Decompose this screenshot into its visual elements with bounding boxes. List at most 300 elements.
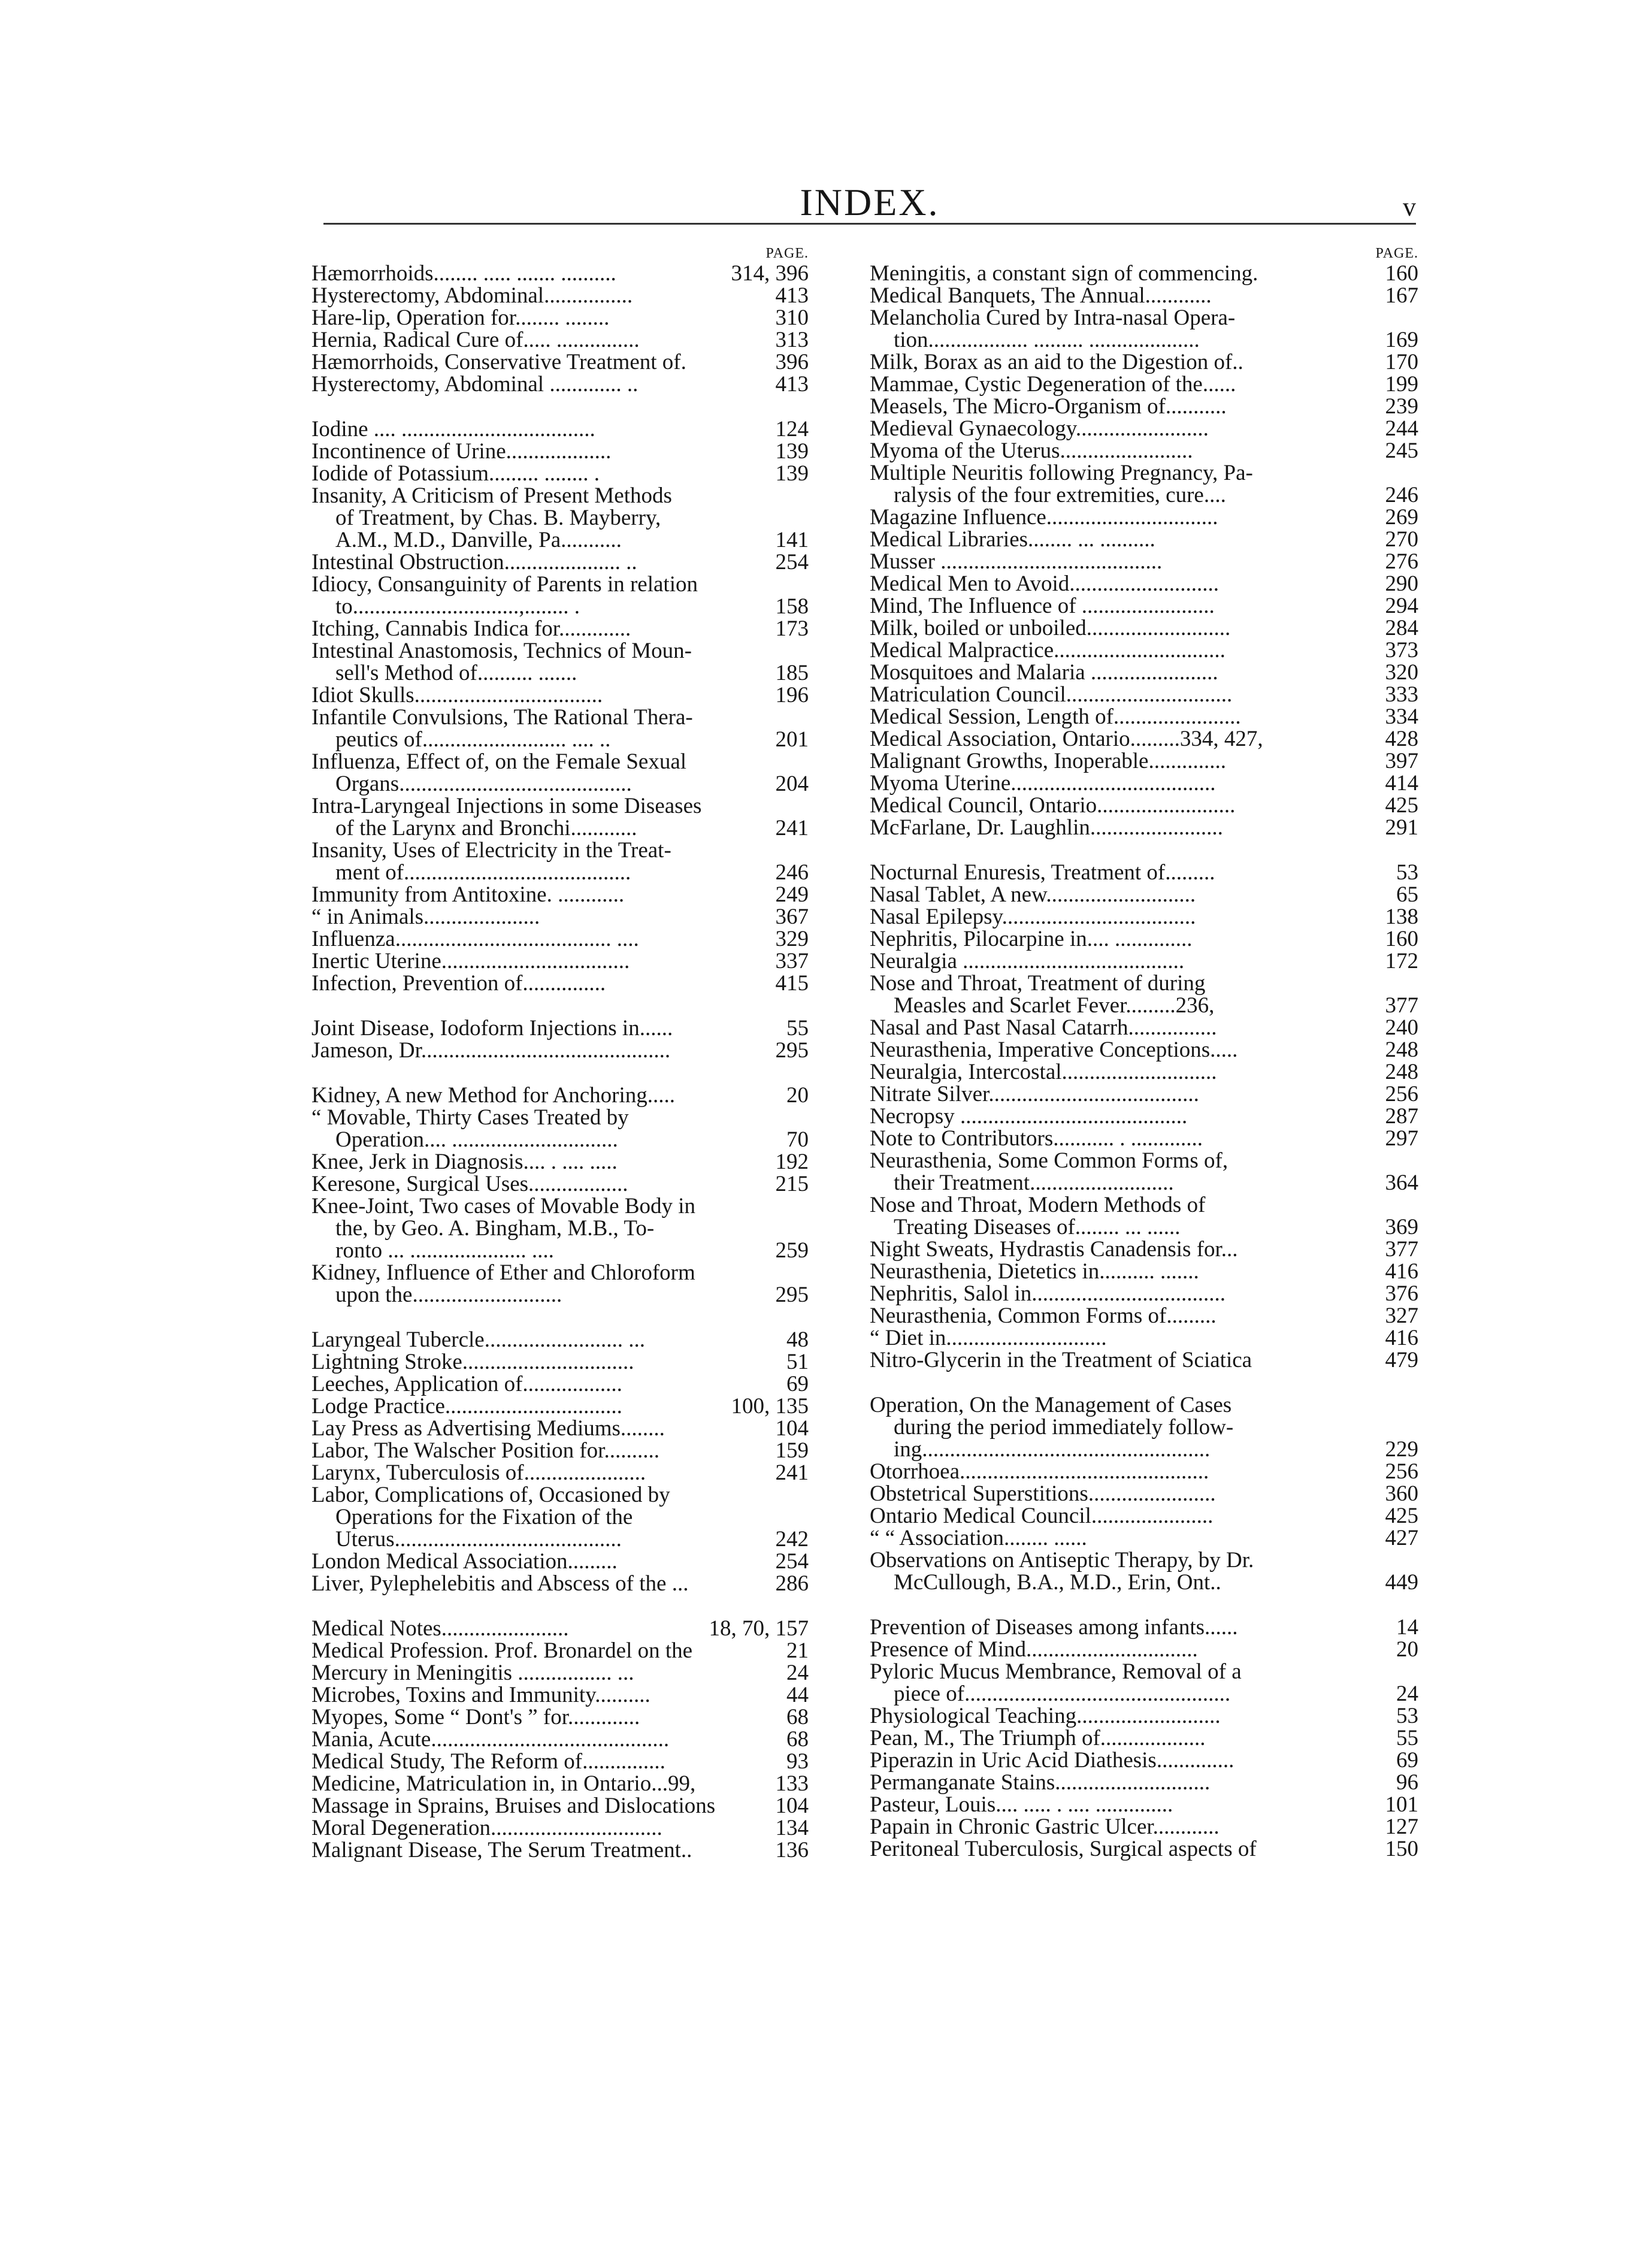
index-group bbox=[311, 1084, 809, 1306]
entry-page: 241 bbox=[775, 1460, 809, 1485]
entry-page: 141 bbox=[775, 528, 809, 552]
entry-text: Lodge Practice................................ bbox=[311, 1394, 622, 1419]
group-gap bbox=[311, 1595, 809, 1617]
entry-page: 254 bbox=[775, 1549, 809, 1574]
index-entry bbox=[311, 1440, 809, 1462]
entry-text: Knee, Jerk in Diagnosis.... . .... ..... bbox=[311, 1150, 618, 1174]
entry-page: 242 bbox=[775, 1527, 809, 1552]
index-entry bbox=[870, 950, 1418, 972]
entry-text: Neuralgia, Intercostal............................ bbox=[870, 1060, 1217, 1084]
index-entry bbox=[870, 794, 1418, 817]
entry-text: Idiocy, Consanguinity of Parents in relation bbox=[311, 572, 698, 597]
entry-text-cont: peutics of.......................... .... .. bbox=[335, 727, 611, 752]
index-group bbox=[311, 1329, 809, 1595]
entry-page: 425 bbox=[1385, 1504, 1418, 1528]
index-entry bbox=[870, 1083, 1418, 1105]
entry-page: 239 bbox=[1385, 394, 1418, 419]
index-entry bbox=[870, 1017, 1418, 1039]
index-entry bbox=[311, 1550, 809, 1573]
index-entry bbox=[311, 329, 809, 351]
entry-text: Inertic Uterine.................................. bbox=[311, 949, 630, 973]
entry-text-cont: to..............................,........ . bbox=[335, 594, 580, 619]
entry-page: 160 bbox=[1385, 261, 1418, 286]
entry-page: 376 bbox=[1385, 1281, 1418, 1306]
index-entry bbox=[311, 373, 809, 395]
index-entry bbox=[870, 706, 1418, 728]
entry-page: 229 bbox=[1385, 1437, 1418, 1462]
entry-text-cont: piece of................................................ bbox=[894, 1682, 1231, 1706]
entry-text: Nose and Throat, Modern Methods of bbox=[870, 1193, 1206, 1217]
index-entry bbox=[311, 1839, 809, 1861]
entry-page: 377 bbox=[1385, 1237, 1418, 1262]
index-entry bbox=[311, 1151, 809, 1173]
entry-page: 160 bbox=[1385, 927, 1418, 951]
entry-page: 69 bbox=[786, 1372, 809, 1396]
index-entry bbox=[870, 728, 1418, 750]
entry-page: 172 bbox=[1385, 949, 1418, 973]
entry-text-cont: sell's Method of.......... ....... bbox=[335, 661, 577, 685]
index-entry bbox=[870, 861, 1418, 884]
index-entry bbox=[311, 551, 809, 573]
index-entry bbox=[311, 684, 809, 706]
entry-page: 295 bbox=[775, 1283, 809, 1307]
entry-text: Leeches, Application of.................. bbox=[311, 1372, 622, 1396]
entry-page: 259 bbox=[775, 1238, 809, 1263]
entry-text: Incontinence of Urine................... bbox=[311, 439, 612, 464]
index-entry bbox=[870, 639, 1418, 661]
entry-text: Milk, Borax as an aid to the Digestion of.. bbox=[870, 350, 1243, 374]
entry-page: 68 bbox=[786, 1727, 809, 1752]
entry-text-cont: Uterus......................................... bbox=[335, 1527, 622, 1552]
index-entry bbox=[311, 351, 809, 373]
index-entry bbox=[870, 506, 1418, 528]
entry-text: Nephritis, Salol in................................... bbox=[870, 1281, 1226, 1306]
entry-page: 158 bbox=[775, 594, 809, 619]
entry-text: Night Sweats, Hydrastis Canadensis for... bbox=[870, 1237, 1238, 1262]
group-gap bbox=[870, 1593, 1418, 1616]
entry-text: Neurasthenia, Common Forms of......... bbox=[870, 1304, 1217, 1328]
index-entry bbox=[311, 307, 809, 329]
entry-text: Insanity, A Criticism of Present Methods bbox=[311, 483, 672, 508]
entry-text: Iodide of Potassium......... ........ . bbox=[311, 461, 600, 486]
entry-page: 327 bbox=[1385, 1304, 1418, 1328]
entry-page: 55 bbox=[786, 1016, 809, 1041]
entry-text: Medical Profession. Prof. Bronardel on the bbox=[311, 1638, 693, 1663]
entry-text-cont: Measles and Scarlet Fever.........236, bbox=[894, 993, 1215, 1018]
group-gap bbox=[870, 839, 1418, 861]
page-column-label: PAGE. bbox=[765, 246, 809, 261]
index-entry bbox=[870, 285, 1418, 307]
entry-text: Microbes, Toxins and Immunity.......... bbox=[311, 1683, 650, 1707]
index-entry bbox=[311, 462, 809, 485]
entry-text: Moral Degeneration............................... bbox=[311, 1816, 662, 1840]
index-entry bbox=[311, 418, 809, 440]
index-entry bbox=[870, 1527, 1418, 1549]
entry-text: Hare-lip, Operation for........ ........ bbox=[311, 306, 610, 330]
entry-page: 101 bbox=[1385, 1792, 1418, 1817]
entry-text-cont: their Treatment.......................... bbox=[894, 1171, 1174, 1195]
index-entry bbox=[870, 884, 1418, 906]
entry-text-cont: Operations for the Fixation of the bbox=[335, 1505, 633, 1529]
index-entry bbox=[870, 262, 1418, 285]
entry-page: 427 bbox=[1385, 1526, 1418, 1550]
entry-page: 479 bbox=[1385, 1348, 1418, 1372]
index-entry bbox=[870, 1194, 1418, 1238]
index-group bbox=[870, 1616, 1418, 1860]
entry-text: Medical Banquets, The Annual............ bbox=[870, 283, 1212, 308]
index-entry bbox=[311, 1706, 809, 1728]
entry-page: 159 bbox=[775, 1438, 809, 1463]
entry-page: 93 bbox=[786, 1749, 809, 1774]
index-entry bbox=[311, 1106, 809, 1151]
entry-text: “ Movable, Thirty Cases Treated by bbox=[311, 1105, 629, 1130]
index-entry bbox=[311, 1617, 809, 1640]
entry-text-cont: upon the........................... bbox=[335, 1283, 562, 1307]
index-entry bbox=[311, 1195, 809, 1262]
entry-page: 245 bbox=[1385, 439, 1418, 463]
index-entry bbox=[311, 1373, 809, 1395]
entry-text: Liver, Pylephelebitis and Abscess of the ... bbox=[311, 1571, 689, 1596]
entry-page: 215 bbox=[775, 1172, 809, 1196]
index-entry bbox=[870, 528, 1418, 551]
index-entry bbox=[870, 906, 1418, 928]
entry-text: Iodine .... ................................... bbox=[311, 417, 595, 441]
index-entry bbox=[870, 1771, 1418, 1794]
index-entry bbox=[311, 618, 809, 640]
index-entry bbox=[311, 1039, 809, 1062]
entry-page: 286 bbox=[775, 1571, 809, 1596]
entry-page: 269 bbox=[1385, 505, 1418, 530]
entry-page: 449 bbox=[1385, 1570, 1418, 1595]
entry-page: 170 bbox=[1385, 350, 1418, 374]
index-entry bbox=[870, 817, 1418, 839]
entry-text: Physiological Teaching.......................... bbox=[870, 1704, 1221, 1728]
entry-page: 413 bbox=[775, 283, 809, 308]
index-entry bbox=[870, 1794, 1418, 1816]
entry-text: Musser ........................................ bbox=[870, 549, 1163, 574]
entry-text: Massage in Sprains, Bruises and Dislocations bbox=[311, 1794, 716, 1818]
index-entry bbox=[870, 307, 1418, 351]
index-entry bbox=[870, 684, 1418, 706]
index-entry bbox=[311, 285, 809, 307]
entry-page: 369 bbox=[1385, 1215, 1418, 1239]
index-entry bbox=[870, 772, 1418, 794]
index-entry bbox=[870, 373, 1418, 395]
index-entry bbox=[870, 928, 1418, 950]
entry-text: Observations on Antiseptic Therapy, by Dr. bbox=[870, 1548, 1254, 1573]
entry-text: Myopes, Some “ Dont's ” for............. bbox=[311, 1705, 640, 1729]
entry-text: Larynx, Tuberculosis of...................... bbox=[311, 1460, 646, 1485]
index-entry bbox=[311, 1640, 809, 1662]
entry-page: 329 bbox=[775, 927, 809, 951]
entry-text: Malignant Growths, Inoperable.............. bbox=[870, 749, 1226, 773]
entry-text: Magazine Influence............................... bbox=[870, 505, 1218, 530]
entry-page: 310 bbox=[775, 306, 809, 330]
header-rule bbox=[323, 223, 1416, 225]
entry-text: Medical Malpractice............................... bbox=[870, 638, 1226, 663]
entry-text: Influenza....................................... .... bbox=[311, 927, 639, 951]
entry-text: Medical Council, Ontario......................... bbox=[870, 793, 1236, 818]
entry-text: Hysterectomy, Abdominal ............. .. bbox=[311, 372, 639, 397]
entry-page: 240 bbox=[1385, 1015, 1418, 1040]
index-entry bbox=[311, 440, 809, 462]
index-entry bbox=[311, 1173, 809, 1195]
entry-page: 139 bbox=[775, 461, 809, 486]
entry-text: Immunity from Antitoxine. ............ bbox=[311, 882, 625, 907]
entry-page: 416 bbox=[1385, 1259, 1418, 1284]
index-group bbox=[311, 1617, 809, 1861]
index-column-right bbox=[870, 244, 1418, 1860]
entry-page: 396 bbox=[775, 350, 809, 374]
entry-text: Lay Press as Advertising Mediums........ bbox=[311, 1416, 665, 1441]
index-entry bbox=[870, 1283, 1418, 1305]
entry-text: Medical Libraries........ ... .......... bbox=[870, 527, 1155, 552]
index-entry bbox=[870, 1727, 1418, 1749]
index-entry bbox=[311, 1773, 809, 1795]
entry-text: Mercury in Meningitis ................. ... bbox=[311, 1661, 634, 1685]
index-entry bbox=[311, 1084, 809, 1106]
entry-text: Medical Study, The Reform of............... bbox=[311, 1749, 665, 1774]
index-entry bbox=[311, 1684, 809, 1706]
entry-page: 249 bbox=[775, 882, 809, 907]
index-entry bbox=[311, 573, 809, 618]
entry-text: Intra-Laryngeal Injections in some Diseases bbox=[311, 794, 702, 818]
page-folio: v bbox=[1403, 192, 1416, 222]
entry-text: Infection, Prevention of............... bbox=[311, 971, 606, 996]
entry-text-cont: Organs.......................................... bbox=[335, 772, 632, 796]
entry-page: 290 bbox=[1385, 571, 1418, 596]
entry-text: Infantile Convulsions, The Rational Thera- bbox=[311, 705, 693, 730]
entry-text: “ in Animals..................... bbox=[311, 905, 540, 929]
entry-text-cont: ment of......................................... bbox=[335, 860, 631, 885]
index-entry bbox=[311, 1462, 809, 1484]
entry-page: 291 bbox=[1385, 815, 1418, 840]
entry-page: 185 bbox=[775, 661, 809, 685]
index-entry bbox=[311, 795, 809, 839]
index-entry bbox=[870, 1549, 1418, 1593]
entry-text: Itching, Cannabis Indica for............. bbox=[311, 616, 631, 641]
entry-text: Jameson, Dr............................................. bbox=[311, 1038, 671, 1063]
entry-text: Medical Men to Avoid........................... bbox=[870, 571, 1220, 596]
index-entry bbox=[870, 1150, 1418, 1194]
entry-page: 244 bbox=[1385, 416, 1418, 441]
index-entry bbox=[870, 1816, 1418, 1838]
entry-text-cont: ronto ... ..................... .... bbox=[335, 1238, 554, 1263]
entry-page: 134 bbox=[775, 1816, 809, 1840]
entry-page: 100, 135 bbox=[731, 1394, 809, 1419]
entry-text: Pasteur, Louis.... ..... . .... .............. bbox=[870, 1792, 1173, 1817]
page-title: INDEX. bbox=[800, 181, 940, 223]
index-entry bbox=[870, 440, 1418, 462]
entry-page: 373 bbox=[1385, 638, 1418, 663]
entry-page: 24 bbox=[786, 1661, 809, 1685]
entry-text: Nasal and Past Nasal Catarrh................ bbox=[870, 1015, 1217, 1040]
index-entry bbox=[311, 1484, 809, 1550]
entry-text: Hæmorrhoids, Conservative Treatment of. bbox=[311, 350, 686, 374]
entry-text: Permanganate Stains............................ bbox=[870, 1770, 1211, 1795]
group-gap bbox=[311, 1306, 809, 1329]
index-groups-right bbox=[870, 262, 1418, 1860]
index-entry bbox=[311, 972, 809, 994]
entry-page: 201 bbox=[775, 727, 809, 752]
entry-text: Lightning Stroke............................... bbox=[311, 1350, 634, 1374]
entry-text: Peritoneal Tuberculosis, Surgical aspects of bbox=[870, 1837, 1257, 1861]
entry-page: 204 bbox=[775, 772, 809, 796]
index-entry bbox=[311, 1417, 809, 1440]
entry-text: Mind, The Influence of ........................ bbox=[870, 594, 1215, 618]
entry-page: 246 bbox=[775, 860, 809, 885]
entry-page: 287 bbox=[1385, 1104, 1418, 1129]
index-entry bbox=[870, 1638, 1418, 1661]
index-entry bbox=[870, 1260, 1418, 1283]
entry-page: 416 bbox=[1385, 1326, 1418, 1350]
entry-text: Nitro-Glycerin in the Treatment of Sciatica bbox=[870, 1348, 1252, 1372]
entry-text: Labor, The Walscher Position for.......... bbox=[311, 1438, 659, 1463]
entry-page: 18, 70, 157 bbox=[709, 1616, 809, 1641]
entry-text: Nasal Epilepsy................................... bbox=[870, 905, 1196, 929]
entry-text: Medical Session, Length of....................... bbox=[870, 704, 1241, 729]
entry-page: 20 bbox=[786, 1083, 809, 1108]
entry-text: Kidney, A new Method for Anchoring..... bbox=[311, 1083, 675, 1108]
index-entry bbox=[870, 1039, 1418, 1061]
index-group bbox=[311, 1017, 809, 1062]
index-entry bbox=[311, 906, 809, 928]
entry-text: Papain in Chronic Gastric Ulcer............ bbox=[870, 1815, 1220, 1839]
entry-page: 136 bbox=[775, 1838, 809, 1862]
entry-page: 295 bbox=[775, 1038, 809, 1063]
entry-page: 69 bbox=[1396, 1748, 1418, 1773]
entry-page: 139 bbox=[775, 439, 809, 464]
entry-text: Matriculation Council.............................. bbox=[870, 682, 1233, 707]
entry-page: 256 bbox=[1385, 1459, 1418, 1484]
entry-text: Intestinal Obstruction..................... .. bbox=[311, 550, 637, 574]
index-entry bbox=[311, 1329, 809, 1351]
entry-page: 314, 396 bbox=[731, 261, 809, 286]
entry-text: Intestinal Anastomosis, Technics of Moun- bbox=[311, 639, 692, 663]
entry-page: 51 bbox=[786, 1350, 809, 1374]
entry-page: 367 bbox=[775, 905, 809, 929]
entry-text: Operation, On the Management of Cases bbox=[870, 1393, 1232, 1417]
index-entry bbox=[870, 750, 1418, 772]
entry-text-cont: the, by Geo. A. Bingham, M.B., To- bbox=[335, 1216, 655, 1241]
entry-text: McFarlane, Dr. Laughlin........................ bbox=[870, 815, 1223, 840]
entry-page: 241 bbox=[775, 816, 809, 840]
index-entry bbox=[870, 1616, 1418, 1638]
entry-text: Pyloric Mucus Membrance, Removal of a bbox=[870, 1659, 1242, 1684]
entry-page: 21 bbox=[786, 1638, 809, 1663]
index-entry bbox=[311, 751, 809, 795]
entry-page: 413 bbox=[775, 372, 809, 397]
entry-page: 320 bbox=[1385, 660, 1418, 685]
entry-page: 425 bbox=[1385, 793, 1418, 818]
entry-text: Pean, M., The Triumph of................... bbox=[870, 1726, 1206, 1750]
index-entry bbox=[870, 395, 1418, 418]
page-column-label: PAGE. bbox=[1375, 246, 1418, 261]
index-entry bbox=[311, 884, 809, 906]
entry-text: Milk, boiled or unboiled.......................... bbox=[870, 616, 1231, 640]
index-group bbox=[311, 418, 809, 994]
index-entry bbox=[870, 551, 1418, 573]
entry-page: 104 bbox=[775, 1794, 809, 1818]
entry-page: 294 bbox=[1385, 594, 1418, 618]
entry-text: Necropsy ......................................... bbox=[870, 1104, 1188, 1129]
entry-text: Insanity, Uses of Electricity in the Treat- bbox=[311, 838, 671, 863]
entry-page: 360 bbox=[1385, 1481, 1418, 1506]
entry-page: 248 bbox=[1385, 1038, 1418, 1062]
index-entry bbox=[870, 1349, 1418, 1371]
entry-text: Prevention of Diseases among infants...... bbox=[870, 1615, 1238, 1640]
entry-text: Labor, Complications of, Occasioned by bbox=[311, 1483, 670, 1507]
entry-text: Keresone, Surgical Uses.................. bbox=[311, 1172, 628, 1196]
entry-text-cont: McCullough, B.A., M.D., Erin, Ont.. bbox=[894, 1570, 1221, 1595]
entry-page: 70 bbox=[786, 1127, 809, 1152]
entry-text-cont: tion.................. ......... .................... bbox=[894, 328, 1200, 352]
entry-page: 124 bbox=[775, 417, 809, 441]
entry-text: Myoma Uterine..................................... bbox=[870, 771, 1216, 796]
entry-text: Melancholia Cured by Intra-nasal Opera- bbox=[870, 306, 1236, 330]
entry-text: Mosquitoes and Malaria ....................... bbox=[870, 660, 1218, 685]
entry-text: London Medical Association......... bbox=[311, 1549, 618, 1574]
index-entry bbox=[870, 1394, 1418, 1460]
entry-text: Malignant Disease, The Serum Treatment.. bbox=[311, 1838, 692, 1862]
entry-text-cont: ing.................................................... bbox=[894, 1437, 1211, 1462]
entry-text: Neurasthenia, Dietetics in.......... ....... bbox=[870, 1259, 1199, 1284]
index-entry bbox=[311, 1817, 809, 1839]
entry-page: 138 bbox=[1385, 905, 1418, 929]
entry-page: 44 bbox=[786, 1683, 809, 1707]
index-entry bbox=[870, 1483, 1418, 1505]
entry-text-cont: A.M., M.D., Danville, Pa........... bbox=[335, 528, 622, 552]
group-gap bbox=[311, 1062, 809, 1084]
entry-text: Medical Association, Ontario.........334, 427, bbox=[870, 727, 1263, 751]
entry-page: 397 bbox=[1385, 749, 1418, 773]
entry-page: 150 bbox=[1385, 1837, 1418, 1861]
index-entry bbox=[870, 1238, 1418, 1260]
entry-text: “ “ Association........ ...... bbox=[870, 1526, 1087, 1550]
entry-text: Measels, The Micro-Organism of........... bbox=[870, 394, 1227, 419]
index-entry bbox=[311, 928, 809, 950]
entry-text-cont: Operation.... .............................. bbox=[335, 1127, 618, 1152]
entry-page: 415 bbox=[775, 971, 809, 996]
entry-page: 248 bbox=[1385, 1060, 1418, 1084]
entry-text: Meningitis, a constant sign of commencing. bbox=[870, 261, 1258, 286]
entry-text: Neurasthenia, Some Common Forms of, bbox=[870, 1148, 1228, 1173]
entry-text: Mammae, Cystic Degeneration of the...... bbox=[870, 372, 1236, 397]
index-entry bbox=[311, 706, 809, 751]
index-entry bbox=[311, 1262, 809, 1306]
group-gap bbox=[311, 994, 809, 1017]
entry-page: 167 bbox=[1385, 283, 1418, 308]
entry-page: 337 bbox=[775, 949, 809, 973]
entry-text: Nose and Throat, Treatment of during bbox=[870, 971, 1206, 996]
entry-text-cont: ralysis of the four extremities, cure.... bbox=[894, 483, 1226, 507]
entry-page: 169 bbox=[1385, 328, 1418, 352]
index-entry bbox=[311, 1351, 809, 1373]
entry-page: 334 bbox=[1385, 704, 1418, 729]
entry-page: 20 bbox=[1396, 1637, 1418, 1662]
entry-page: 196 bbox=[775, 683, 809, 707]
index-entry bbox=[870, 972, 1418, 1017]
entry-text: Presence of Mind............................... bbox=[870, 1637, 1198, 1662]
entry-page: 133 bbox=[775, 1771, 809, 1796]
entry-text-cont: of Treatment, by Chas. B. Mayberry, bbox=[335, 506, 661, 530]
entry-page: 313 bbox=[775, 328, 809, 352]
entry-page: 14 bbox=[1396, 1615, 1418, 1640]
index-entry bbox=[311, 1017, 809, 1039]
index-entry bbox=[311, 1395, 809, 1417]
entry-page: 53 bbox=[1396, 860, 1418, 885]
entry-text: Otorrhoea............................................. bbox=[870, 1459, 1209, 1484]
